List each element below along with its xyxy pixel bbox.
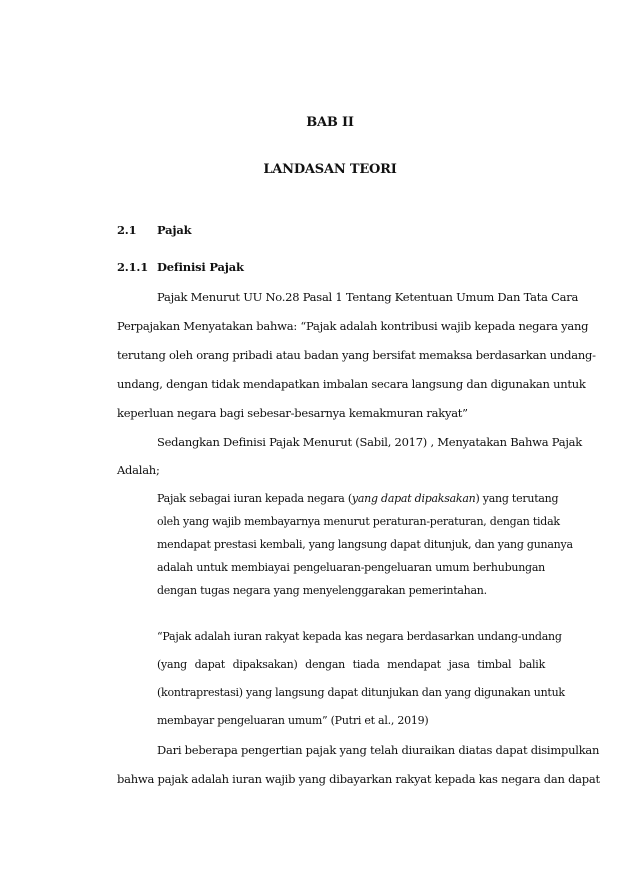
paragraph-line: Sedangkan Definisi Pajak Menurut (Sabil, 2017) , Menyatakan Bahwa Pajak xyxy=(157,435,582,449)
quote-line: (yang dapat dipaksakan) dengan tiada mendapat jasa timbal balik xyxy=(157,658,545,671)
paragraph-line: terutang oleh orang pribadi atau badan yang bersifat memaksa berdasarkan undang- xyxy=(117,348,596,362)
quote-line: dengan tugas negara yang menyelenggarakan pemerintahan. xyxy=(157,584,487,597)
quote-line: membayar pengeluaran umum” (Putri et al., 2019) xyxy=(157,714,429,727)
section-number: 2.1 xyxy=(117,223,137,237)
chapter-title: LANDASAN TEORI xyxy=(263,162,397,177)
quote-line: oleh yang wajib membayarnya menurut peraturan-peraturan, dengan tidak xyxy=(157,515,560,528)
quote-line: “Pajak adalah iuran rakyat kepada kas negara berdasarkan undang-undang xyxy=(157,630,562,643)
paragraph-line: keperluan negara bagi sebesar-besarnya kemakmuran rakyat” xyxy=(117,406,468,420)
quote-line: (kontraprestasi) yang langsung dapat ditunjukan dan yang digunakan untuk xyxy=(157,686,565,699)
quote-line: mendapat prestasi kembali, yang langsung dapat ditunjuk, dan yang gunanya xyxy=(157,538,573,551)
subsection-title: Definisi Pajak xyxy=(157,260,244,274)
quote-text-segment: ) yang terutang xyxy=(475,492,559,505)
chapter-label: BAB II xyxy=(306,115,354,130)
paragraph-line: Pajak Menurut UU No.28 Pasal 1 Tentang Ketentuan Umum Dan Tata Cara xyxy=(157,290,579,304)
paragraph-line: Dari beberapa pengertian pajak yang telah diuraikan diatas dapat disimpulkan xyxy=(157,743,600,757)
paragraph-line: undang, dengan tidak mendapatkan imbalan secara langsung dan digunakan untuk xyxy=(117,377,586,391)
quote-italic-segment: yang dapat dipaksakan xyxy=(351,492,476,505)
paragraph-line: Adalah; xyxy=(117,463,160,477)
paragraph-line: Perpajakan Menyatakan bahwa: “Pajak adalah kontribusi wajib kepada negara yang xyxy=(117,319,589,333)
paragraph-line: bahwa pajak adalah iuran wajib yang dibayarkan rakyat kepada kas negara dan dapat xyxy=(117,772,600,786)
quote-line xyxy=(157,492,559,505)
section-title: Pajak xyxy=(157,223,192,237)
quote-text-segment: Pajak sebagai iuran kepada negara ( xyxy=(157,492,352,505)
quote-line: adalah untuk membiayai pengeluaran-pengeluaran umum berhubungan xyxy=(157,561,545,574)
subsection-number: 2.1.1 xyxy=(117,260,149,274)
